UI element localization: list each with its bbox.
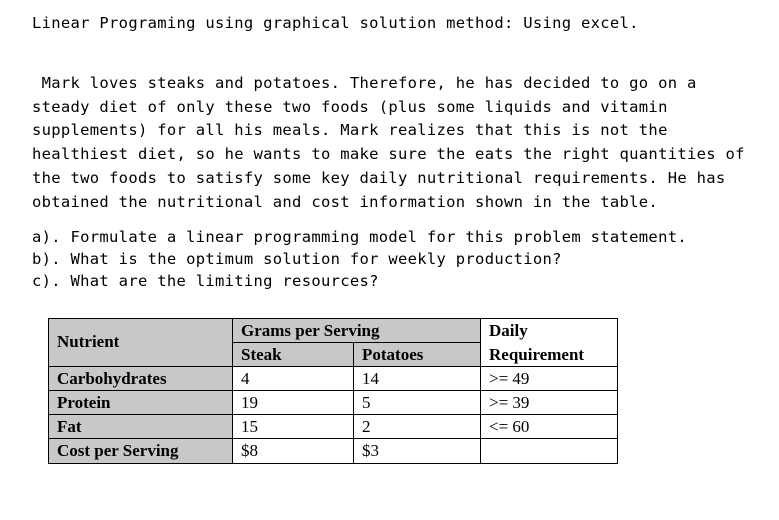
table-rule xyxy=(480,318,481,464)
row-potatoes-value: 2 xyxy=(362,417,371,436)
header-potatoes: Potatoes xyxy=(362,345,424,364)
header-daily: Daily xyxy=(489,321,528,340)
question-b: b). What is the optimum solution for weekly production? xyxy=(32,250,562,268)
table-rule xyxy=(48,438,618,439)
row-nutrient-cost: Cost per Serving xyxy=(57,441,179,460)
paragraph-line: the two foods to satisfy some key daily nutritional requirements. He has xyxy=(32,168,726,187)
table-rule xyxy=(48,366,618,367)
paragraph-line: steady diet of only these two foods (plus some liquids and vitamin xyxy=(32,97,668,116)
table-rule xyxy=(353,342,354,464)
problem-paragraph xyxy=(32,72,744,214)
row-potatoes-value: $3 xyxy=(362,441,379,460)
row-steak-value: 15 xyxy=(241,417,258,436)
question-c: c). What are the limiting resources? xyxy=(32,272,379,290)
table-rule xyxy=(48,414,618,415)
table-border-left xyxy=(48,318,49,464)
paragraph-line: healthiest diet, so he wants to make sure the eats the right quantities of xyxy=(32,145,745,164)
row-steak-value: 19 xyxy=(241,393,258,412)
row-requirement-value: >= 49 xyxy=(489,369,530,388)
table-border-top xyxy=(48,318,618,319)
row-nutrient-carbohydrates: Carbohydrates xyxy=(57,369,167,388)
row-requirement-value: <= 60 xyxy=(489,417,530,436)
header-grams-per-serving: Grams per Serving xyxy=(241,321,380,340)
table-border-bottom xyxy=(48,463,618,464)
row-steak-value: 4 xyxy=(241,369,250,388)
table-rule xyxy=(232,342,480,343)
row-nutrient-fat: Fat xyxy=(57,417,82,436)
row-requirement-value: >= 39 xyxy=(489,393,530,412)
header-requirement: Requirement xyxy=(489,345,585,364)
questions-list xyxy=(32,226,687,292)
table-rule xyxy=(232,318,233,464)
paragraph-line: supplements) for all his meals. Mark realizes that this is not the xyxy=(32,121,668,140)
row-steak-value: $8 xyxy=(241,441,258,460)
page-title: Linear Programing using graphical solution method: Using excel. xyxy=(32,14,639,32)
row-nutrient-protein: Protein xyxy=(57,393,111,412)
paragraph-line: Mark loves steaks and potatoes. Therefore, he has decided to go on a xyxy=(32,74,697,92)
question-a: a). Formulate a linear programming model for this problem statement. xyxy=(32,228,687,246)
header-nutrient: Nutrient xyxy=(57,332,120,351)
table-rule xyxy=(48,390,618,391)
paragraph-line: obtained the nutritional and cost information shown in the table. xyxy=(32,192,659,211)
row-potatoes-value: 14 xyxy=(362,369,379,388)
table-border-right xyxy=(617,318,618,464)
row-potatoes-value: 5 xyxy=(362,393,371,412)
header-steak: Steak xyxy=(241,345,282,364)
nutrition-table xyxy=(48,318,618,464)
